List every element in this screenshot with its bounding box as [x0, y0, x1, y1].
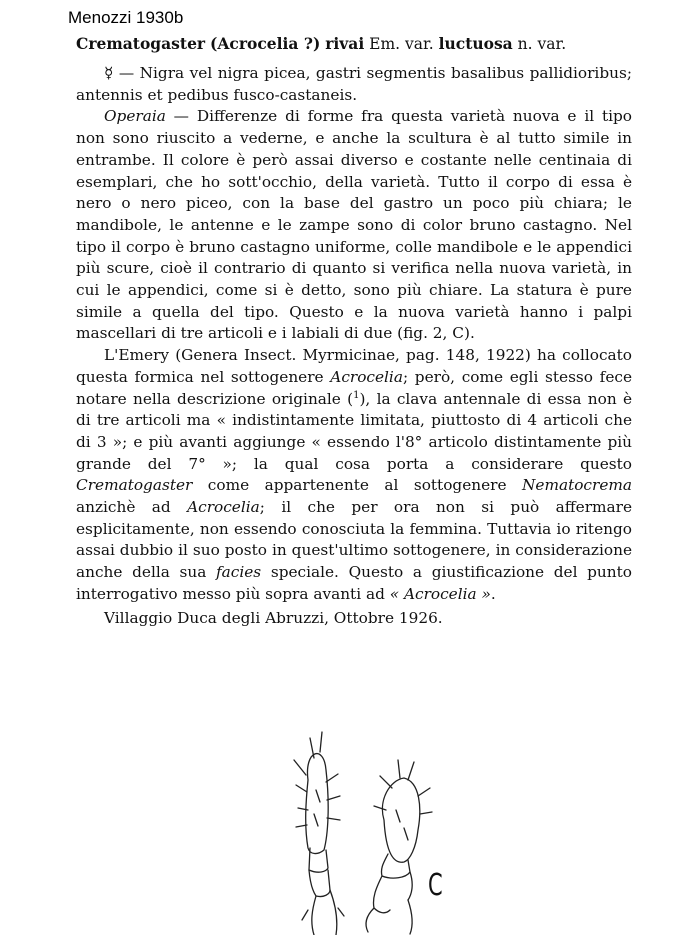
- species-name: rivai: [325, 34, 365, 53]
- antenna-figure: [280, 730, 480, 935]
- right-antenna-drawing: [366, 760, 432, 934]
- latin-text: — Nigra vel nigra picea, gastri segmentis basalibus pallidioribus; antennis et pedibus fusco-castaneis.: [76, 64, 632, 104]
- author-citation: Em. var.: [369, 35, 434, 53]
- emery-italic-3: Nematocrema: [522, 476, 632, 495]
- operaia-heading: Operaia: [104, 107, 166, 126]
- emery-text-2: ; però, come egli stesso fece notare nella descrizione originale (: [76, 367, 632, 408]
- worker-description: [76, 106, 632, 345]
- variety-name: luctuosa: [438, 34, 513, 53]
- article-page: [76, 34, 632, 629]
- emery-text-3: ), la clava antennale di essa non è di tre articoli ma « indistintamente limitata, piuttosto di 4 articoli che di 3 »; e più avanti aggiunge « essendo l'8° articolo distintamente più grande del 7° »; la qual cosa porta a considerare questo: [76, 389, 632, 473]
- left-antenna-drawing: [294, 732, 344, 935]
- emery-italic-4: Acrocelia: [187, 498, 260, 517]
- emery-italic-2: Crematogaster: [76, 476, 193, 495]
- taxon-status: n. var.: [517, 35, 567, 53]
- signature-line: Villaggio Duca degli Abruzzi, Ottobre 1926.: [104, 608, 443, 627]
- subgenus-name: (Acrocelia ?): [210, 34, 321, 53]
- emery-italic-5: facies: [216, 563, 262, 582]
- footnote-marker: 1: [353, 389, 360, 401]
- emery-text-6: ; il che per ora non si può affermare esplicitamente, non essendo conosciuta la femmina. Tuttavia io ritengo assai dubbio il suo posto in quest'ultimo sottogenere, in considerazione anche della sua: [76, 498, 632, 582]
- emery-discussion: [76, 345, 632, 605]
- emery-text-7: speciale. Questo a giustificazione del punto interrogativo messo più sopra avanti ad: [76, 563, 632, 603]
- operaia-text: — Differenze di forme fra questa varietà nuova e il tipo non sono riuscito a vederne, e anche la scultura è al tutto simile in entrambe. Il colore è però assai diverso e costante nelle centinaia di esemplari, che ho sott'occhio, della varietà. Tutto il corpo di essa è nero o nero piceo, con la base del gastro un poco più chiara; le mandibole, le antenne e le zampe sono di color bruno castagno. Nel tipo il corpo è bruno castagno uniforme, colle mandibole e le appendici più scure, cioè il contrario di quanto si verifica nella nuova varietà, in cui le appendici, come si è detto, sono più chiare. La statura è pure simile a quella del tipo. Questo e la nuova varietà hanno i palpi mascellari di tre articoli e i labiali di due (fig. 2, C).: [76, 107, 632, 343]
- emery-text-5: anzichè ad: [76, 498, 188, 517]
- latin-diagnosis: [76, 63, 632, 106]
- emery-italic-1: Acrocelia: [330, 367, 403, 386]
- genus-name: Crematogaster: [76, 34, 206, 53]
- worker-symbol: ☿: [104, 64, 114, 82]
- figure-label: C: [428, 868, 443, 903]
- emery-text-4: come appartenente al sottogenere: [192, 476, 523, 495]
- emery-italic-6: « Acrocelia »: [389, 584, 491, 603]
- emery-text-1: L'Emery (Genera Insect. Myrmicinae, pag. 148, 1922) ha collocato questa formica nel sottogenere: [76, 346, 632, 386]
- source-tag: Menozzi 1930b: [68, 8, 184, 27]
- emery-text-8: .: [490, 584, 496, 603]
- taxon-title: [76, 34, 632, 54]
